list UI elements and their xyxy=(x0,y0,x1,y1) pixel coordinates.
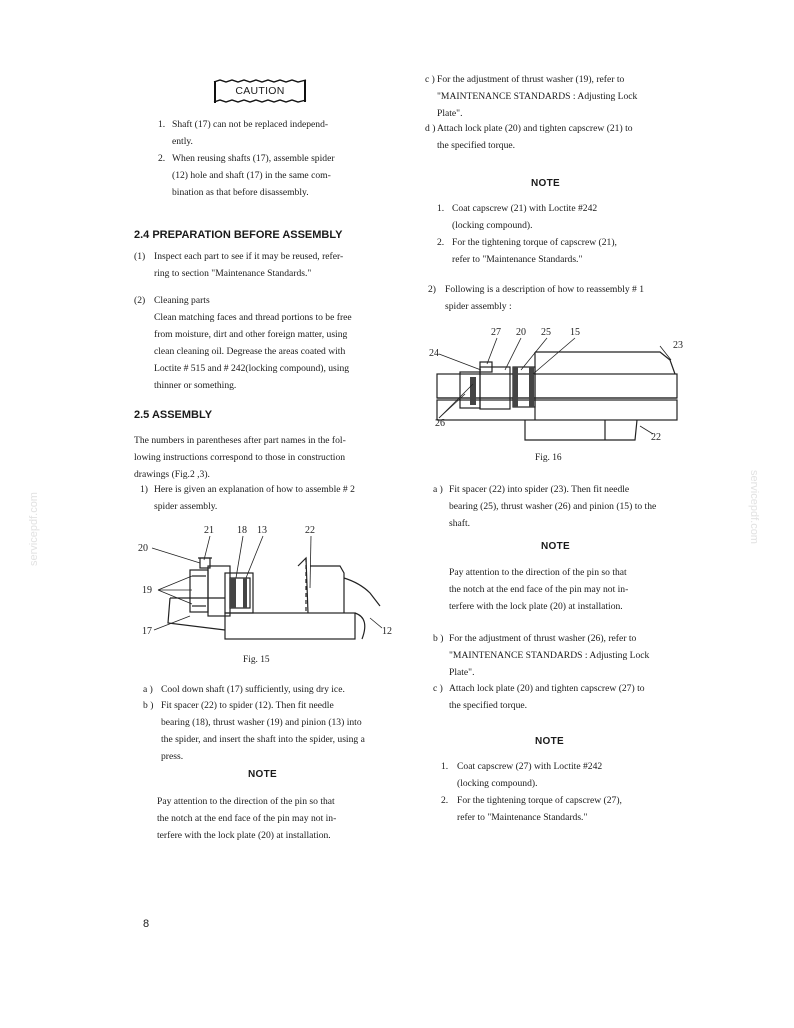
note-2-item-1-line-1: Coat capscrew (21) with Loctite #242 xyxy=(452,203,598,214)
fig16-label-27: 27 xyxy=(491,327,501,338)
note-2-item-2-line-2: refer to "Maintenance Standards." xyxy=(452,254,583,265)
caution-item-2-num: 2. xyxy=(158,153,166,164)
note-4-item-1 xyxy=(441,758,691,792)
sec24-item-1-num: (1) xyxy=(134,251,146,262)
left-step-b-num: b ) xyxy=(143,700,154,711)
right-mid-step-a-line-1: Fit spacer (22) into spider (23). Then fit needle xyxy=(449,484,630,495)
right-mid-step-a-line-2: bearing (25), thrust washer (26) and pinion (15) to the xyxy=(449,501,657,512)
watermark-left: servicepdf.com xyxy=(28,492,40,566)
right-step-c-line-3: Plate". xyxy=(437,108,463,119)
right-step-d-line-2: the specified torque. xyxy=(437,140,516,151)
caution-item-1-line-2: ently. xyxy=(172,136,193,147)
right-item-2-num: 2) xyxy=(428,284,436,295)
caution-item-1-num: 1. xyxy=(158,119,166,130)
fig15-label-12: 12 xyxy=(382,626,392,637)
sec25-intro-line-2: lowing instructions correspond to those in construction xyxy=(134,452,346,463)
caution-item-1-line-1: Shaft (17) can not be replaced independ- xyxy=(172,119,329,130)
fig15-label-20: 20 xyxy=(138,543,148,554)
fig16-label-20: 20 xyxy=(516,327,526,338)
watermark-right: servicepdf.com xyxy=(748,470,760,544)
fig16-caption: Fig. 16 xyxy=(535,453,562,463)
fig15-label-17: 17 xyxy=(142,626,152,637)
right-item-2-line-2: spider assembly : xyxy=(445,301,512,312)
left-step-a-line-1: Cool down shaft (17) sufficiently, using dry ice. xyxy=(161,684,345,695)
caution-item-2 xyxy=(158,150,388,201)
note-3-line-1: Pay attention to the direction of the pin so that xyxy=(449,567,627,578)
caution-box xyxy=(212,78,308,104)
sec25-item-1-line-2: spider assembly. xyxy=(154,501,218,512)
sec24-item-2-title: Cleaning parts xyxy=(154,295,210,306)
note-2-item-2-num: 2. xyxy=(437,237,445,248)
right-mid-step-a-num: a ) xyxy=(433,484,443,495)
caution-item-2-line-1: When reusing shafts (17), assemble spider xyxy=(172,153,335,164)
caution-item-1 xyxy=(158,116,388,150)
sec24-item-1 xyxy=(134,248,394,282)
fig16-label-25: 25 xyxy=(541,327,551,338)
sec24-item-2-line-5: thinner or something. xyxy=(154,380,237,391)
right-low-step-b xyxy=(433,630,691,681)
sec25-item-1-line-1: Here is given an explanation of how to assemble # 2 xyxy=(154,484,355,495)
note-4-item-2-line-2: refer to "Maintenance Standards." xyxy=(457,812,588,823)
right-low-step-c-num: c ) xyxy=(433,683,443,694)
note-4-item-1-num: 1. xyxy=(441,761,449,772)
right-mid-step-a xyxy=(433,481,691,532)
note-2-item-1-num: 1. xyxy=(437,203,445,214)
right-mid-step-a-line-3: shaft. xyxy=(449,518,471,529)
right-item-2 xyxy=(428,281,690,315)
sec24-item-2 xyxy=(134,292,396,394)
note-3-heading: NOTE xyxy=(541,541,570,552)
note-3-line-3: terfere with the lock plate (20) at installation. xyxy=(449,601,623,612)
section-2-4-heading: 2.4 PREPARATION BEFORE ASSEMBLY xyxy=(134,229,343,241)
right-step-c-num: c ) xyxy=(425,74,435,85)
note-3-body xyxy=(449,564,689,615)
left-step-b-line-4: press. xyxy=(161,751,184,762)
note-4-item-2-line-1: For the tightening torque of capscrew (27), xyxy=(457,795,622,806)
note-1-line-2: the notch at the end face of the pin may not in- xyxy=(157,813,337,824)
fig16-drawing xyxy=(425,322,690,452)
left-step-a-num: a ) xyxy=(143,684,153,695)
left-step-b-line-2: bearing (18), thrust washer (19) and pinion (13) into xyxy=(161,717,362,728)
fig15-drawing xyxy=(130,518,400,653)
right-low-step-b-line-1: For the adjustment of thrust washer (26), refer to xyxy=(449,633,637,644)
section-2-5-heading: 2.5 ASSEMBLY xyxy=(134,409,213,421)
right-step-d xyxy=(425,120,687,154)
sec24-item-2-line-1: Clean matching faces and thread portions to be free xyxy=(154,312,352,323)
note-4-item-1-line-1: Coat capscrew (27) with Loctite #242 xyxy=(457,761,603,772)
note-2-item-1-line-2: (locking compound). xyxy=(452,220,533,231)
fig16-label-26: 26 xyxy=(435,418,445,429)
sec25-item-1-num: 1) xyxy=(140,484,148,495)
note-4-heading: NOTE xyxy=(535,736,564,747)
left-step-b xyxy=(143,697,403,765)
left-step-a xyxy=(143,681,403,698)
right-step-c xyxy=(425,71,687,122)
fig15-label-18: 18 xyxy=(237,525,247,536)
right-low-step-c-line-2: the specified torque. xyxy=(449,700,528,711)
sec25-intro-line-1: The numbers in parentheses after part names in the fol- xyxy=(134,435,346,446)
right-low-step-c-line-1: Attach lock plate (20) and tighten capscrew (27) to xyxy=(449,683,645,694)
sec24-item-2-line-4: Loctite # 515 and # 242(locking compound), using xyxy=(154,363,350,374)
caution-item-2-line-3: bination as that before disassembly. xyxy=(172,187,309,198)
note-1-body xyxy=(157,793,397,844)
right-low-step-c xyxy=(433,680,691,714)
note-1-line-1: Pay attention to the direction of the pin so that xyxy=(157,796,335,807)
fig15-label-21: 21 xyxy=(204,525,214,536)
right-step-d-line-1: Attach lock plate (20) and tighten capscrew (21) to xyxy=(437,123,633,134)
sec25-intro xyxy=(134,432,398,483)
note-4-item-1-line-2: (locking compound). xyxy=(457,778,538,789)
note-2-item-2 xyxy=(437,234,687,268)
sec25-intro-line-3: drawings (Fig.2 ,3). xyxy=(134,469,210,480)
note-2-item-2-line-1: For the tightening torque of capscrew (21), xyxy=(452,237,617,248)
note-1-line-3: terfere with the lock plate (20) at installation. xyxy=(157,830,331,841)
fig15-caption: Fig. 15 xyxy=(243,655,270,665)
fig16-label-23: 23 xyxy=(673,340,683,351)
right-step-c-line-1: For the adjustment of thrust washer (19), refer to xyxy=(437,74,625,85)
sec24-item-2-num: (2) xyxy=(134,295,146,306)
note-4-item-2-num: 2. xyxy=(441,795,449,806)
page-number: 8 xyxy=(143,918,150,930)
sec24-item-1-line-1: Inspect each part to see if it may be reused, refer- xyxy=(154,251,344,262)
sec24-item-2-line-3: clean cleaning oil. Degrease the areas coated with xyxy=(154,346,346,357)
sec24-item-2-line-2: from moisture, dirt and other foreign matter, using xyxy=(154,329,348,340)
left-step-b-line-1: Fit spacer (22) to spider (12). Then fit needle xyxy=(161,700,334,711)
note-3-line-2: the notch at the end face of the pin may not in- xyxy=(449,584,629,595)
note-2-item-1 xyxy=(437,200,687,234)
fig16-label-22: 22 xyxy=(651,432,661,443)
fig16-label-24: 24 xyxy=(429,348,439,359)
fig16-label-15: 15 xyxy=(570,327,580,338)
fig15-label-22: 22 xyxy=(305,525,315,536)
sec24-item-1-line-2: ring to section "Maintenance Standards." xyxy=(154,268,312,279)
right-step-c-line-2: "MAINTENANCE STANDARDS : Adjusting Lock xyxy=(437,91,638,102)
right-low-step-b-line-3: Plate". xyxy=(449,667,475,678)
right-low-step-b-num: b ) xyxy=(433,633,444,644)
right-step-d-num: d ) xyxy=(425,123,436,134)
sec25-item-1 xyxy=(140,481,398,515)
fig15-label-19: 19 xyxy=(142,585,152,596)
caution-item-2-line-2: (12) hole and shaft (17) in the same com- xyxy=(172,170,331,181)
note-2-heading: NOTE xyxy=(531,178,560,189)
right-item-2-line-1: Following is a description of how to reassembly # 1 xyxy=(445,284,645,295)
note-4-item-2 xyxy=(441,792,691,826)
left-step-b-line-3: the spider, and insert the shaft into the spider, using a xyxy=(161,734,365,745)
right-low-step-b-line-2: "MAINTENANCE STANDARDS : Adjusting Lock xyxy=(449,650,650,661)
note-1-heading: NOTE xyxy=(248,769,277,780)
caution-label: CAUTION xyxy=(235,85,285,97)
fig15-label-13: 13 xyxy=(257,525,267,536)
